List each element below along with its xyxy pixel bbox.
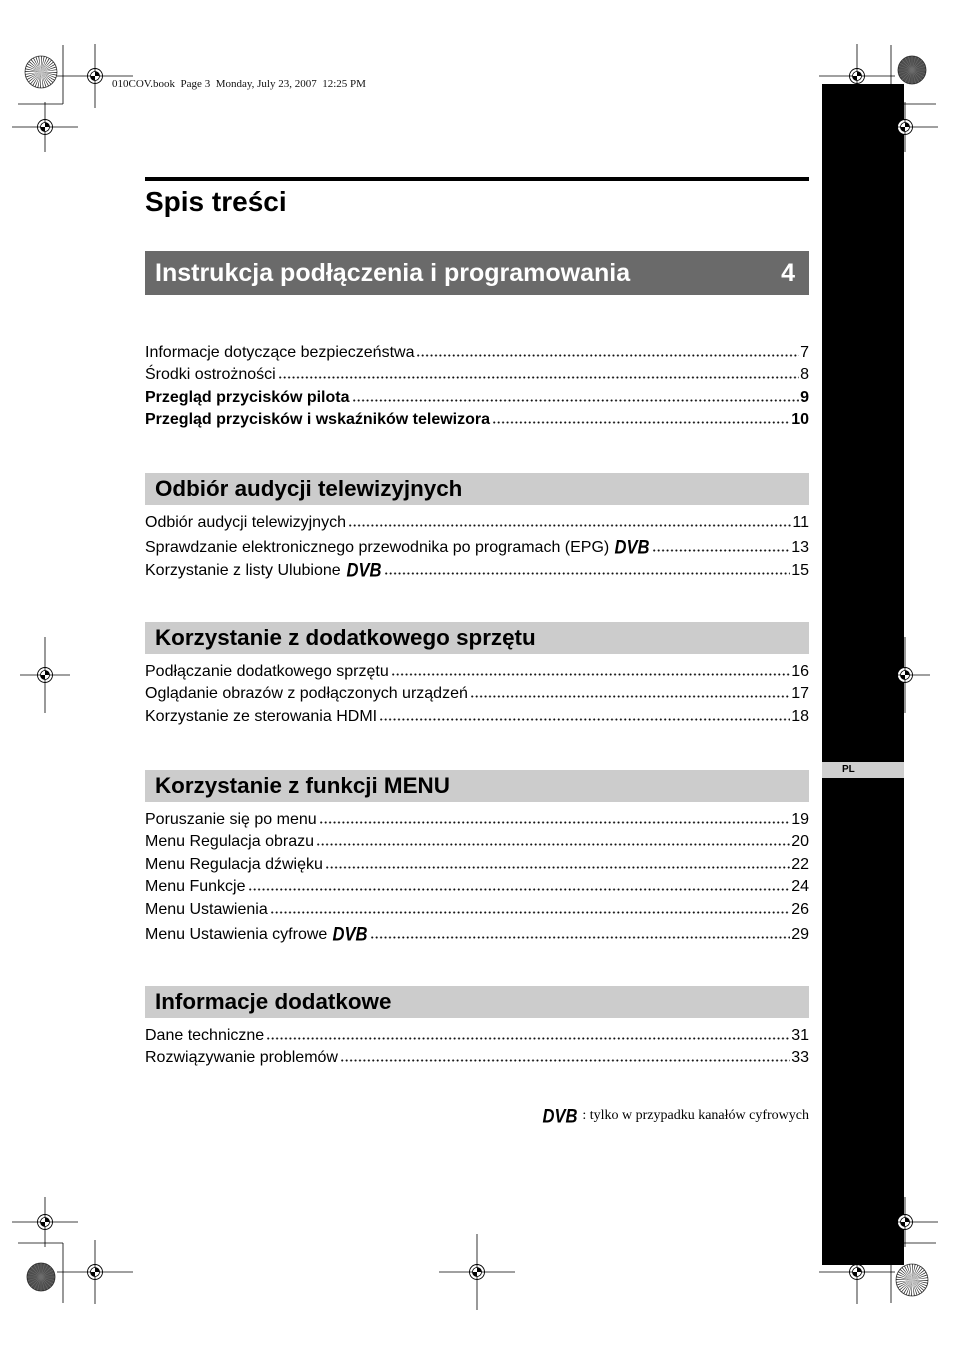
toc-entry-title: Sprawdzanie elektronicznego przewodnika po programach (EPG)	[145, 539, 610, 557]
section-page-number: 4	[781, 258, 795, 287]
starburst-target-icon	[25, 56, 57, 88]
toc-entry-title: Dane techniczne	[145, 1027, 265, 1044]
footnote	[542, 1106, 809, 1128]
toc-section	[145, 770, 809, 946]
dot-leader	[416, 354, 799, 357]
section-heading: Informacje dodatkowe	[155, 989, 392, 1014]
registration-mark-icon	[57, 1240, 133, 1304]
section-heading-bar	[145, 473, 809, 505]
toc-entry-page: 29	[791, 925, 809, 943]
section-heading-bar	[145, 622, 809, 654]
toc-entry-title: Korzystanie z listy Ulubione	[145, 561, 341, 579]
toc-entry-page: 10	[791, 411, 809, 429]
dot-leader	[348, 524, 791, 527]
toc-entry-page: 9	[800, 388, 809, 406]
dot-leader	[384, 572, 791, 575]
toc-entry-page: 15	[791, 561, 809, 579]
dot-leader	[391, 673, 790, 676]
registration-mark-icon	[439, 1234, 515, 1310]
toc-entry-page: 24	[791, 878, 809, 896]
toc-entry-title: Oglądanie obrazów z podłączonych urządzeń	[145, 685, 468, 703]
section-heading: Korzystanie z dodatkowego sprzętu	[155, 625, 536, 650]
toc-entry-page: 26	[791, 900, 809, 918]
toc-entry	[145, 809, 809, 831]
toc-entry	[145, 409, 809, 431]
toc-entry-page: 7	[800, 344, 809, 361]
title-rule	[145, 177, 809, 181]
registration-mark-icon	[20, 637, 70, 713]
registration-mark-icon	[12, 102, 78, 152]
toc-section	[145, 473, 809, 582]
dvb-logo-text: DVB	[542, 1106, 579, 1128]
toc-entry-page: 33	[791, 1049, 809, 1067]
dvb-logo-icon	[542, 1106, 579, 1128]
toc-entry	[145, 683, 809, 705]
dvb-logo-icon	[614, 537, 650, 559]
gray-target-icon	[27, 1263, 55, 1291]
dot-leader	[379, 718, 790, 721]
dvb-logo-text: DVB	[346, 560, 382, 582]
dot-leader	[319, 821, 791, 824]
toc-entry	[145, 921, 809, 946]
print-header: 010COV.book Page 3 Monday, July 23, 2007 12:25 PM	[112, 78, 366, 90]
side-bar	[822, 84, 904, 1265]
section-heading: Korzystanie z funkcji MENU	[155, 773, 450, 798]
dvb-logo-text: DVB	[614, 537, 650, 559]
section-heading-bar	[145, 770, 809, 802]
toc-entry-title: Menu Regulacja dźwięku	[145, 855, 323, 873]
dvb-logo-text: DVB	[332, 924, 369, 946]
toc-entry-title: Przegląd przycisków i wskaźników telewizora	[145, 411, 491, 429]
toc-entry	[145, 854, 809, 876]
dot-leader	[652, 549, 790, 552]
toc-entries	[145, 512, 809, 582]
toc-entries	[145, 342, 809, 432]
toc-entries	[145, 661, 809, 728]
toc-entry-title: Odbiór audycji telewizyjnych	[145, 514, 346, 531]
toc-entry-title: Informacje dotyczące bezpieczeństwa	[145, 344, 415, 361]
dot-leader	[340, 1059, 790, 1062]
toc-entry-page: 20	[791, 833, 809, 851]
registration-mark-icon	[12, 1197, 78, 1247]
registration-mark-icon	[57, 44, 133, 108]
toc-entry	[145, 706, 809, 728]
dot-leader	[248, 888, 791, 891]
toc-entry-title: Poruszanie się po menu	[145, 811, 317, 828]
toc-entry-page: 8	[800, 366, 809, 384]
section-heading: Instrukcja podłączenia i programowania	[155, 258, 631, 287]
toc-entry-page: 11	[792, 514, 809, 531]
toc-entry-page: 18	[791, 707, 809, 725]
toc-entry-title: Rozwiązywanie problemów	[145, 1049, 338, 1067]
language-tab: PL	[822, 762, 904, 778]
toc-entry	[145, 899, 809, 921]
toc-entries	[145, 809, 809, 946]
dvb-logo-icon	[346, 560, 382, 582]
dot-leader	[470, 695, 790, 698]
toc-entry-title: Środki ostrożności	[145, 366, 276, 384]
toc-entry-page: 16	[791, 663, 809, 680]
toc-entry	[145, 342, 809, 364]
toc-entry	[145, 1047, 809, 1069]
toc-entry	[145, 387, 809, 409]
toc-entry	[145, 661, 809, 683]
toc-section	[145, 622, 809, 728]
page-title: Spis treści	[145, 186, 287, 217]
toc-entry	[145, 512, 809, 534]
toc-entry-page: 19	[791, 811, 809, 828]
toc-entry	[145, 534, 809, 559]
dot-leader	[492, 421, 790, 424]
toc-entry-title: Menu Ustawienia cyfrowe	[145, 925, 328, 943]
toc-section	[145, 251, 809, 432]
toc-entry	[145, 557, 809, 582]
toc-entry-page: 31	[791, 1027, 809, 1044]
toc-entry	[145, 364, 809, 386]
section-heading-bar	[145, 986, 809, 1018]
toc-section	[145, 986, 809, 1070]
gray-target-icon	[898, 56, 926, 84]
toc-entry-title: Menu Ustawienia	[145, 900, 268, 918]
toc-entry-title: Menu Funkcje	[145, 878, 246, 896]
toc-entry-title: Menu Regulacja obrazu	[145, 833, 314, 851]
toc-entry-page: 13	[791, 539, 809, 557]
dot-leader	[352, 399, 800, 402]
toc-entry-page: 22	[791, 855, 809, 873]
toc-entry	[145, 1025, 809, 1047]
section-heading-bar	[145, 251, 809, 295]
toc-entry	[145, 876, 809, 898]
section-heading: Odbiór audycji telewizyjnych	[155, 476, 463, 501]
dot-leader	[316, 843, 790, 846]
dot-leader	[278, 376, 799, 379]
toc-entry	[145, 831, 809, 853]
toc-entries	[145, 1025, 809, 1070]
dot-leader	[266, 1037, 790, 1040]
toc-entry-title: Przegląd przycisków pilota	[145, 388, 350, 406]
toc-entry-title: Korzystanie ze sterowania HDMI	[145, 707, 378, 725]
dvb-logo-icon	[332, 924, 369, 946]
dot-leader	[325, 866, 790, 869]
dot-leader	[270, 911, 790, 914]
footnote-text: : tylko w przypadku kanałów cyfrowych	[582, 1108, 809, 1123]
toc-entry-title: Podłączanie dodatkowego sprzętu	[145, 663, 389, 680]
dot-leader	[370, 936, 790, 939]
starburst-target-icon	[896, 1264, 928, 1296]
toc-entry-page: 17	[791, 685, 809, 703]
